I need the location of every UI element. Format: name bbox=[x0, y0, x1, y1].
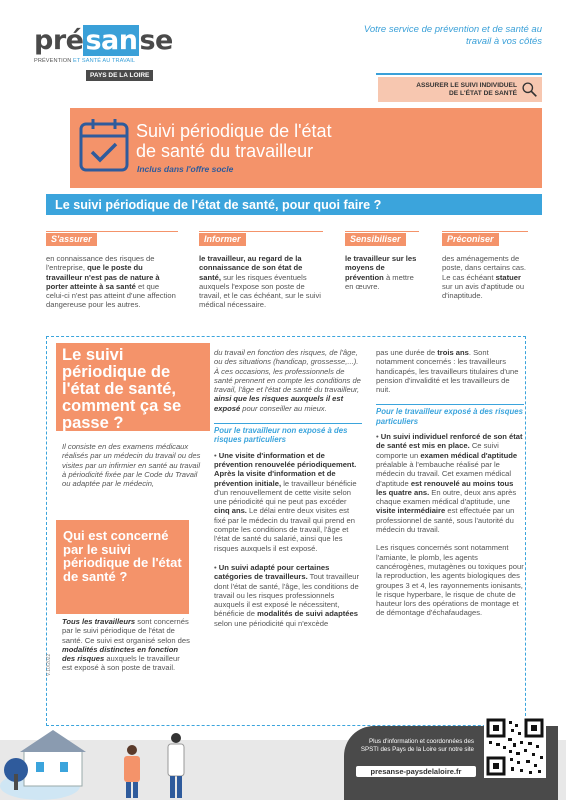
box2-text bbox=[62, 617, 190, 673]
right-column bbox=[376, 348, 524, 618]
column-text-b: que le poste du travailleur n'est pas de nature à porter atteinte à sa santé bbox=[46, 263, 160, 291]
right-b-bold2: examen médical d'aptitude bbox=[420, 450, 518, 460]
topic-badge bbox=[378, 77, 542, 102]
box2-text-a: Tous les travailleurs bbox=[62, 617, 136, 626]
right-p1-b: trois ans bbox=[437, 348, 469, 357]
box2-text-d: auxquels le travailleur est exposé à son poste de travail. bbox=[62, 654, 180, 673]
column-tag: Sensibiliser bbox=[345, 233, 406, 246]
mid-b2-text2: selon une périodicité qui n'excède bbox=[214, 618, 329, 628]
search-icon bbox=[521, 81, 538, 98]
mid-p2-a: À ces occasions, les professionnels de santé prennent en compte les conditions de travail, l'âge et l'état de santé du travailleur, bbox=[214, 366, 361, 395]
qr-code-icon[interactable] bbox=[484, 716, 546, 778]
logo-pre: pré bbox=[34, 25, 84, 56]
section-question: Le suivi périodique de l'état de santé, pour quoi faire ? bbox=[46, 194, 542, 215]
logo-wordmark bbox=[34, 25, 173, 56]
column-text-b: le travailleur, au regard de la connaissance de son état de santé, bbox=[199, 254, 303, 282]
right-b-bold4: visite intermédiaire bbox=[376, 506, 446, 516]
calendar-check-icon bbox=[78, 116, 130, 174]
column-tag: Préconiser bbox=[442, 233, 499, 246]
box1-title: Le suivi périodique de l'état de santé, comment ça se passe ? bbox=[56, 343, 210, 431]
column-text-c: sur les risques éventuels auxquels l'expose son poste de travail, et le cas échéant, sur le suivi médical nécessaire. bbox=[199, 272, 321, 310]
mid-b2-bold2: modalités de suivi adaptées bbox=[257, 609, 358, 619]
column-rule bbox=[442, 231, 528, 232]
logo-sub-b: ET SANTÉ AU TRAVAIL bbox=[73, 58, 136, 64]
column-sensibiliser bbox=[345, 233, 419, 291]
logo-subtitle bbox=[34, 58, 164, 64]
mid-bullet-2: • Un suivi adapté pour certaines catégories de travailleurs. Tout travailleur dont l'état de santé, l'âge, les conditions de travail ou les risques professionnels auxquels il est exposé le nécessitent, bénéficie de modalités de suivi adaptées selon une périodicité qui n'excède bbox=[214, 562, 360, 628]
column-text-a: en connaissance des risques de l'entreprise, bbox=[46, 254, 155, 273]
mid-paragraph-1: du travail en fonction des risques, de l'âge, ou des situations (handicap, grossesse,...). bbox=[214, 348, 359, 367]
logo-region: PAYS DE LA LOIRE bbox=[86, 70, 153, 81]
right-bullet: • Un suivi individuel renforcé de son état de santé est mis en place. Ce suivi comporte un examen médical d'aptitude préalable à l'embauche réalisé par le médecin du travail. Cet examen médical d'aptitude est renouvelé au moins tous les quatre ans. En outre, deux ans après chaque examen médical d'aptitude, une visite intermédiaire est effectuée par un professionnel de santé, sous l'autorité du médecin du travail. bbox=[376, 432, 523, 535]
mid-b1-text2: Le délai entre deux visites est fixé par le médecin du travail qui prend en compte les conditions de travail, l'âge et l'état de santé du salarié, ainsi que les risques auxquels il est exposé. bbox=[214, 506, 355, 553]
column-tag: S'assurer bbox=[46, 233, 97, 246]
right-b-bold3: est renouvelé au moins tous les quatre ans. bbox=[376, 478, 514, 497]
badge-line-1: ASSURER LE SUIVI INDIVIDUEL bbox=[416, 81, 517, 89]
page-title bbox=[136, 121, 436, 161]
version-label: V.10/2022 bbox=[46, 653, 52, 676]
box2-title: Qui est concerné par le suivi périodique de l'état de santé ? bbox=[56, 520, 189, 614]
middle-column bbox=[214, 348, 362, 628]
right-b-t4: est effectuée par un professionnel de santé, sous l'autorité du médecin du travail. bbox=[376, 506, 515, 535]
column-text bbox=[46, 254, 178, 310]
logo-san: san bbox=[85, 25, 138, 56]
column-text bbox=[199, 254, 323, 310]
right-b-t1: Ce suivi comporte un bbox=[376, 441, 499, 460]
footer-illustration bbox=[0, 716, 200, 800]
mid-b1-text: le travailleur bénéficie d'un renouvellement de cette visite selon une périodicité qui ne peut pas excéder bbox=[214, 478, 357, 507]
right-p1-a: pas une durée de bbox=[376, 348, 438, 357]
column-preconiser bbox=[442, 233, 528, 300]
column-text-b: le travailleur sur les moyens de prévention bbox=[345, 254, 417, 282]
right-section-heading: Pour le travailleur exposé à des risques particuliers bbox=[376, 404, 524, 426]
mid-section-heading: Pour le travailleur non exposé à des risques particuliers bbox=[214, 423, 362, 445]
right-b-t2: préalable à l'embauche réalisé par le médecin du travail. Cet examen médical d'aptitude bbox=[376, 459, 512, 488]
column-tag: Informer bbox=[199, 233, 246, 246]
badge-top-line bbox=[376, 73, 542, 75]
column-text bbox=[345, 254, 419, 291]
column-text-c: et que celui-ci n'est pas atteint d'une affection dangereuse pour les autres. bbox=[46, 281, 176, 310]
right-paragraph-2: Les risques concernés sont notamment l'amiante, le plomb, les agents cancérogènes, mutagènes ou toxiques pour la reproduction, les agents biologiques des groupes 3 et 4, les rayonnements ionisants, le risque hyperbare, le risque de chute de hauteur lors des opérations de montage et de démontage d'échafaudages. bbox=[376, 543, 524, 618]
presanse-logo bbox=[34, 25, 173, 82]
mid-p2-b: ainsi que les risques auxquels il est exposé bbox=[214, 394, 344, 413]
mid-b1-bold2: cinq ans. bbox=[214, 506, 247, 516]
mid-p2-c: pour conseiller au mieux. bbox=[240, 403, 327, 413]
column-rule bbox=[46, 231, 178, 232]
mid-paragraph-2 bbox=[214, 367, 362, 413]
column-informer bbox=[199, 233, 323, 310]
column-text-c: à mettre en œuvre. bbox=[345, 272, 414, 291]
title-line-1: Suivi périodique de l'état bbox=[136, 121, 332, 141]
right-paragraph-1 bbox=[376, 348, 524, 394]
right-p1-c: . Sont notamment concernés : les travailleurs handicapés, les travailleurs titulaires d'une pension d'invalidité et les travailleurs de nuit. bbox=[376, 348, 519, 395]
box2-text-c: modalités distinctes en fonction des risques bbox=[62, 644, 179, 664]
title-line-2: de santé du travailleur bbox=[136, 141, 314, 161]
column-rule bbox=[345, 231, 419, 232]
footer-info: Plus d'information et coordonnées des SPSTI des Pays de la Loire sur notre site bbox=[360, 738, 474, 753]
column-text-c: sur un avis d'aptitude ou d'inaptitude. bbox=[442, 281, 525, 301]
column-sassurer bbox=[46, 233, 178, 310]
column-text-b: statuer bbox=[495, 272, 521, 282]
badge-line-2: DE L'ÉTAT DE SANTÉ bbox=[449, 89, 517, 97]
website-link[interactable]: presanse-paysdelaloire.fr bbox=[356, 766, 476, 777]
logo-se: se bbox=[139, 25, 173, 56]
mid-bullet-1: • Une visite d'information et de prévention renouvelée périodiquement. Après la visite d'information et de prévention initiale, le travailleur bénéficie d'un renouvellement de cette visite selon une périodicité qui ne peut pas excéder cinq ans. Le délai entre deux visites est fixé par le médecin du travail qui prend en compte les conditions de travail, l'âge et l'état de santé du salarié, ainsi que les risques auxquels il est exposé. bbox=[214, 450, 357, 553]
mid-b2-text: Tout travailleur dont l'état de santé, l'âge, les conditions de travail ou les risques professionnels auxquels il est exposé le nécessitent, bénéficie de bbox=[214, 572, 360, 619]
logo-sub-a: PRÉVENTION bbox=[34, 58, 74, 64]
column-rule bbox=[199, 231, 323, 232]
tagline: Votre service de prévention et de santé au travail à vos côtés bbox=[363, 24, 542, 47]
mid-b1-bold: Une visite d'information et de prévention renouvelée périodiquement. Après la visite d'information et de prévention initiale, bbox=[214, 450, 357, 488]
column-text bbox=[442, 254, 528, 300]
mid-b2-bold: Un suivi adapté pour certaines catégories de travailleurs. bbox=[214, 562, 330, 582]
box1-intro: Il consiste en des examens médicaux réalisés par un médecin du travail ou des visites par un infirmier en santé au travail à périodicité fixée par le Code du Travail ou adaptée par le médecin, bbox=[62, 442, 201, 489]
column-text-a: des aménagements de poste, dans certains cas. Le cas échéant bbox=[442, 254, 526, 282]
right-b-t3: En outre, deux ans après chaque examen médical d'aptitude, une bbox=[376, 487, 517, 507]
box2-text-b: sont concernés par le suivi périodique de l'état de santé. Ce suivi est organisé selon des bbox=[62, 617, 190, 645]
right-b-bold: Un suivi individuel renforcé de son état de santé est mis en place. bbox=[376, 432, 523, 451]
page-subtitle: Inclus dans l'offre socle bbox=[137, 164, 234, 174]
badge-text bbox=[416, 82, 517, 98]
